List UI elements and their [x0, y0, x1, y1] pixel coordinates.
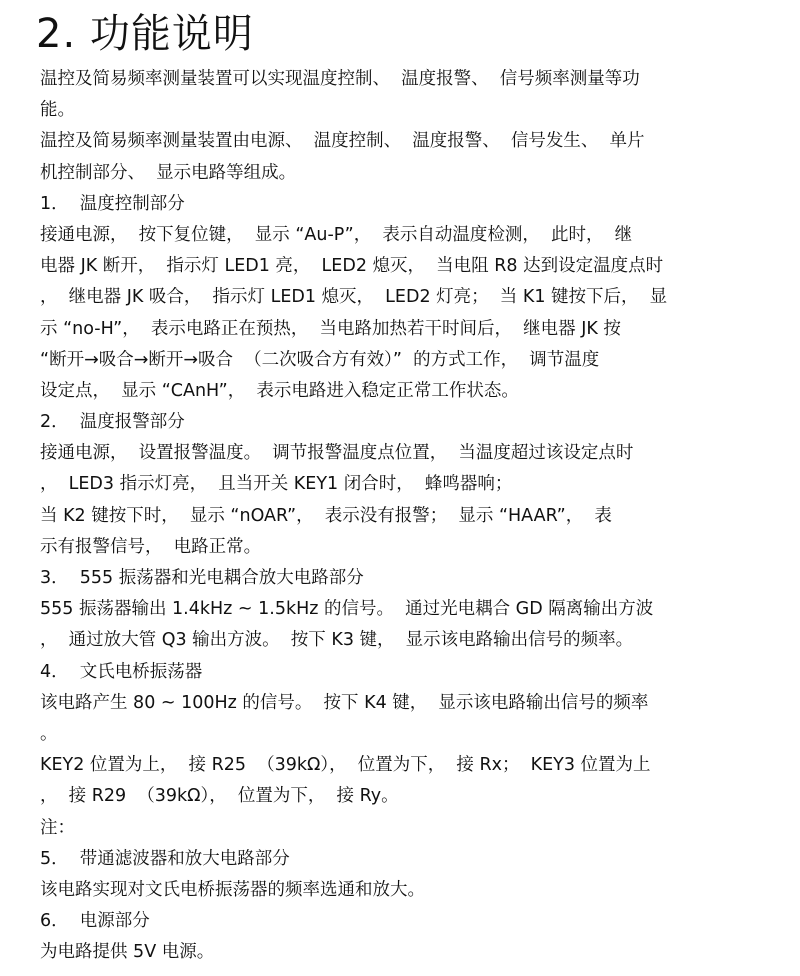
- text-line: 电器 JK 断开， 指示灯 LED1 亮， LED2 熄灭， 当电阻 R8 达到设定温度点时: [40, 256, 664, 277]
- text-line: 该电路产生 80 ~ 100Hz 的信号。 按下 K4 键， 显示该电路输出信号的频率: [40, 692, 649, 713]
- text-line: 机控制部分、 显示电路等组成。: [40, 162, 297, 183]
- text-line: 为电路提供 5V 电源。: [40, 942, 215, 963]
- subsection-heading: 2． 温度报警部分: [40, 412, 185, 433]
- text-line: 示有报警信号， 电路正常。: [40, 536, 262, 557]
- text-line: 555 振荡器输出 1.4kHz ~ 1.5kHz 的信号。 通过光电耦合 GD 隔离输出方波: [40, 599, 654, 620]
- section-title: 2. 功能说明: [36, 11, 254, 57]
- text-line: 当 K2 键按下时， 显示 “nOAR”， 表示没有报警； 显示 “HAAR”， 表: [40, 505, 612, 526]
- subsection-heading: 1． 温度控制部分: [40, 193, 185, 214]
- text-line: 能。: [40, 100, 75, 121]
- text-line: ， 继电器 JK 吸合， 指示灯 LED1 熄灭， LED2 灯亮； 当 K1 键按下后， 显: [40, 287, 668, 308]
- text-line: 温控及简易频率测量装置由电源、 温度控制、 温度报警、 信号发生、 单片: [40, 131, 645, 152]
- subsection-heading: 3． 555 振荡器和光电耦合放大电路部分: [40, 568, 364, 588]
- text-line: 。: [40, 723, 58, 744]
- text-line: 温控及简易频率测量装置可以实现温度控制、 温度报警、 信号频率测量等功: [40, 69, 640, 89]
- text-line: 接通电源， 设置报警温度。 调节报警温度点位置， 当温度超过该设定点时: [40, 443, 634, 464]
- text-line: 设定点， 显示 “CAnH”， 表示电路进入稳定正常工作状态。: [40, 380, 519, 401]
- text-line: 示 “no-H”， 表示电路正在预热， 当电路加热若干时间后， 继电器 JK 按: [40, 318, 621, 339]
- text-line: 接通电源， 按下复位键， 显示 “Au-P”， 表示自动温度检测， 此时， 继: [40, 224, 633, 245]
- text-line: ， LED3 指示灯亮， 且当开关 KEY1 闭合时， 蜂鸣器响；: [40, 474, 513, 495]
- text-line: “断开→吸合→断开→吸合 （二次吸合方有效）” 的方式工作， 调节温度: [40, 349, 600, 370]
- text-line: ， 通过放大管 Q3 输出方波。 按下 K3 键， 显示该电路输出信号的频率。: [40, 630, 634, 651]
- subsection-heading: 5． 带通滤波器和放大电路部分: [40, 848, 290, 869]
- text-line: 该电路实现对文氏电桥振荡器的频率选通和放大。: [40, 879, 425, 900]
- text-line: ， 接 R29 （39kΩ）， 位置为下， 接 Ry。: [40, 786, 399, 807]
- document-body: [40, 64, 780, 968]
- subsection-heading: 6． 电源部分: [40, 911, 150, 932]
- text-line: KEY2 位置为上， 接 R25 （39kΩ）， 位置为下， 接 Rx； KEY3 位置为上: [40, 755, 651, 776]
- subsection-heading: 4． 文氏电桥振荡器: [40, 661, 203, 682]
- note-label: 注：: [40, 817, 75, 838]
